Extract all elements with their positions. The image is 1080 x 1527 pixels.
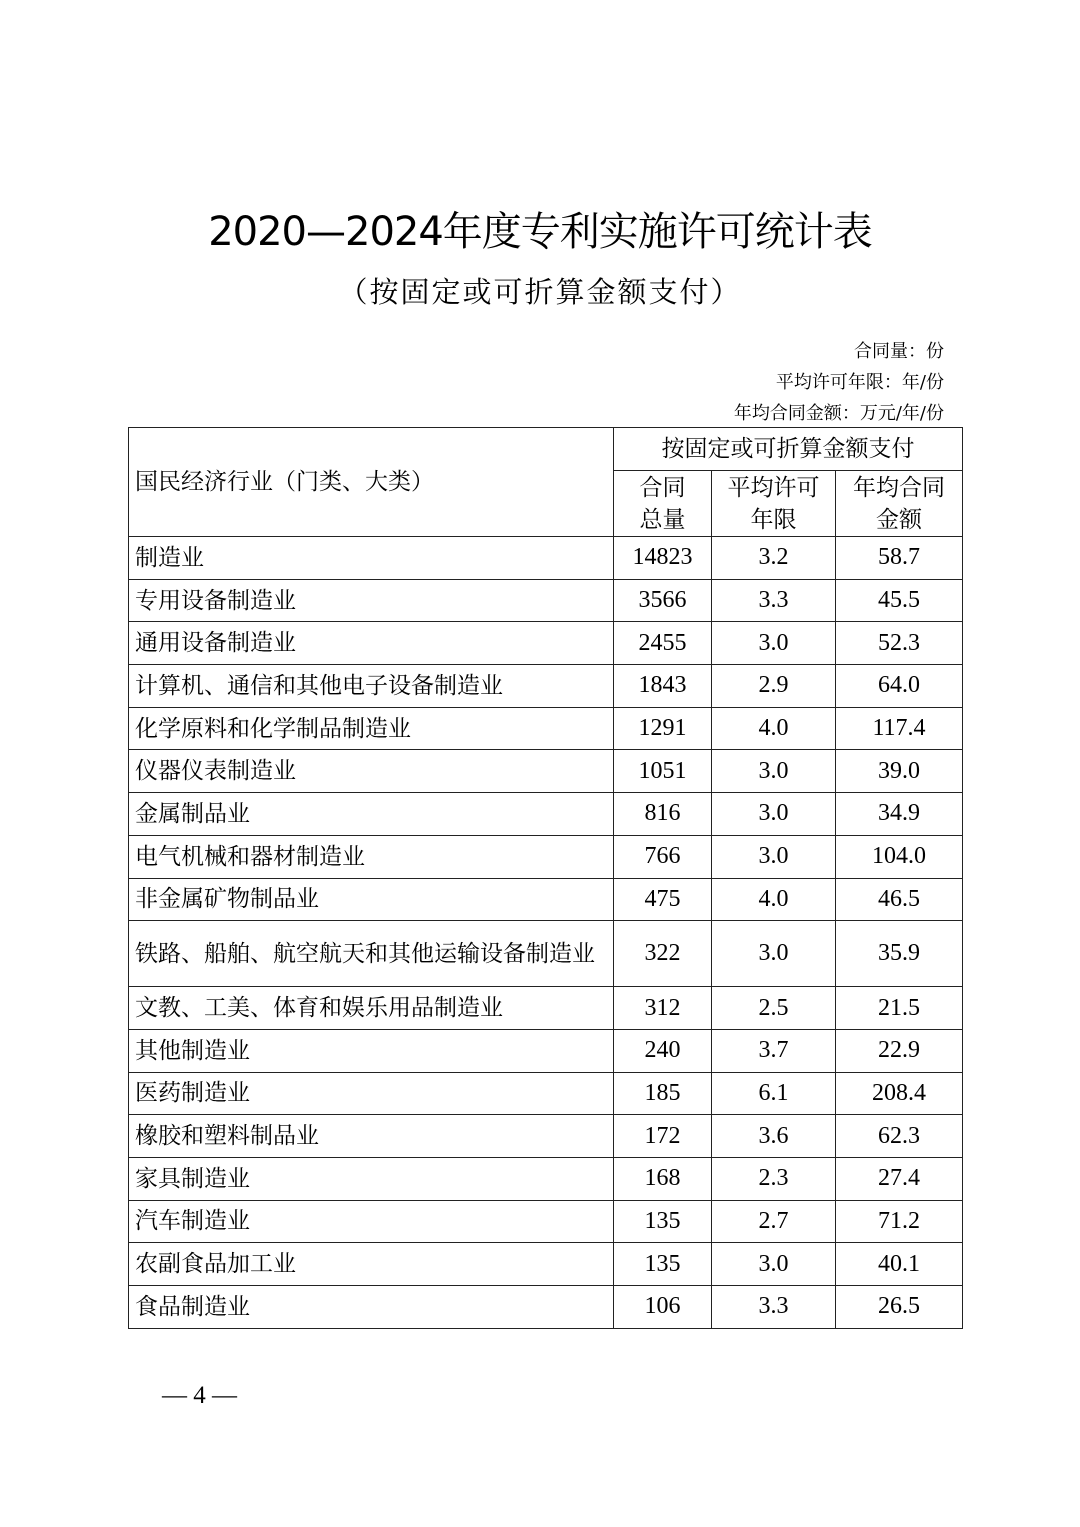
cell-avg-years: 3.3 <box>712 579 836 622</box>
cell-contracts: 1843 <box>614 665 712 708</box>
cell-annual-amount: 58.7 <box>836 537 963 580</box>
cell-avg-years: 2.5 <box>712 987 836 1030</box>
cell-contracts: 185 <box>614 1072 712 1115</box>
cell-contracts: 135 <box>614 1200 712 1243</box>
header-annual-amount-line2: 金额 <box>876 506 922 533</box>
cell-industry: 家具制造业 <box>129 1157 614 1200</box>
unit-note-contracts: 合同量：份 <box>854 341 944 362</box>
cell-annual-amount: 45.5 <box>836 579 963 622</box>
cell-industry: 仪器仪表制造业 <box>129 750 614 793</box>
cell-industry: 专用设备制造业 <box>129 579 614 622</box>
cell-industry: 橡胶和塑料制品业 <box>129 1115 614 1158</box>
cell-annual-amount: 117.4 <box>836 707 963 750</box>
cell-contracts: 312 <box>614 987 712 1030</box>
header-contracts-line2: 总量 <box>639 506 686 533</box>
cell-contracts: 1291 <box>614 707 712 750</box>
cell-industry: 制造业 <box>129 537 614 580</box>
unit-note-avg-years: 平均许可年限：年/份 <box>775 372 944 393</box>
cell-annual-amount: 39.0 <box>836 750 963 793</box>
cell-contracts: 2455 <box>614 622 712 665</box>
page-number: — 4 — <box>162 1382 237 1409</box>
header-group <box>614 428 963 471</box>
cell-avg-years: 3.0 <box>712 921 836 987</box>
cell-annual-amount: 208.4 <box>836 1072 963 1115</box>
cell-industry: 汽车制造业 <box>129 1200 614 1243</box>
header-contracts-line1: 合同 <box>639 474 686 501</box>
header-annual-amount <box>836 471 963 537</box>
table-row <box>129 793 963 836</box>
table-row <box>129 1243 963 1286</box>
header-avg-years-line1: 平均许可 <box>727 474 820 501</box>
table-row <box>129 707 963 750</box>
cell-avg-years: 3.2 <box>712 537 836 580</box>
cell-annual-amount: 62.3 <box>836 1115 963 1158</box>
table-row <box>129 750 963 793</box>
table-body <box>129 537 963 1329</box>
cell-annual-amount: 26.5 <box>836 1286 963 1329</box>
cell-annual-amount: 27.4 <box>836 1157 963 1200</box>
cell-avg-years: 3.0 <box>712 622 836 665</box>
header-industry <box>129 428 614 537</box>
header-annual-amount-line1: 年均合同 <box>853 474 945 501</box>
table-row <box>129 1029 963 1072</box>
table-row <box>129 537 963 580</box>
unit-note-annual-amount: 年均合同金额：万元/年/份 <box>733 403 944 424</box>
cell-avg-years: 4.0 <box>712 707 836 750</box>
cell-contracts: 766 <box>614 835 712 878</box>
cell-industry: 文教、工美、体育和娱乐用品制造业 <box>129 987 614 1030</box>
cell-contracts: 14823 <box>614 537 712 580</box>
cell-industry: 农副食品加工业 <box>129 1243 614 1286</box>
cell-annual-amount: 40.1 <box>836 1243 963 1286</box>
table-row <box>129 1157 963 1200</box>
cell-contracts: 1051 <box>614 750 712 793</box>
table-row <box>129 1072 963 1115</box>
table-row <box>129 1200 963 1243</box>
table-row <box>129 921 963 987</box>
header-group-label: 按固定或可折算金额支付 <box>661 436 915 462</box>
header-avg-years-line2: 年限 <box>750 506 797 533</box>
cell-contracts: 240 <box>614 1029 712 1072</box>
header-avg-years <box>712 471 836 537</box>
table-row <box>129 878 963 921</box>
cell-avg-years: 4.0 <box>712 878 836 921</box>
cell-avg-years: 3.6 <box>712 1115 836 1158</box>
table-row <box>129 622 963 665</box>
cell-industry: 化学原料和化学制品制造业 <box>129 707 614 750</box>
cell-annual-amount: 52.3 <box>836 622 963 665</box>
cell-industry: 铁路、船舶、航空航天和其他运输设备制造业 <box>129 921 614 987</box>
cell-avg-years: 2.3 <box>712 1157 836 1200</box>
cell-industry: 计算机、通信和其他电子设备制造业 <box>129 665 614 708</box>
cell-avg-years: 2.7 <box>712 1200 836 1243</box>
cell-industry: 医药制造业 <box>129 1072 614 1115</box>
cell-avg-years: 3.0 <box>712 793 836 836</box>
cell-avg-years: 6.1 <box>712 1072 836 1115</box>
cell-avg-years: 2.9 <box>712 665 836 708</box>
table-row <box>129 665 963 708</box>
cell-contracts: 106 <box>614 1286 712 1329</box>
cell-industry: 非金属矿物制品业 <box>129 878 614 921</box>
cell-annual-amount: 104.0 <box>836 835 963 878</box>
cell-industry: 食品制造业 <box>129 1286 614 1329</box>
cell-contracts: 3566 <box>614 579 712 622</box>
cell-annual-amount: 71.2 <box>836 1200 963 1243</box>
unit-notes <box>734 336 944 429</box>
cell-contracts: 322 <box>614 921 712 987</box>
cell-avg-years: 3.0 <box>712 835 836 878</box>
cell-industry: 通用设备制造业 <box>129 622 614 665</box>
cell-annual-amount: 22.9 <box>836 1029 963 1072</box>
header-industry-label: 国民经济行业（门类、大类） <box>135 469 434 495</box>
cell-avg-years: 3.0 <box>712 750 836 793</box>
cell-avg-years: 3.3 <box>712 1286 836 1329</box>
cell-annual-amount: 64.0 <box>836 665 963 708</box>
table-row <box>129 987 963 1030</box>
cell-contracts: 135 <box>614 1243 712 1286</box>
cell-annual-amount: 46.5 <box>836 878 963 921</box>
cell-avg-years: 3.7 <box>712 1029 836 1072</box>
cell-annual-amount: 34.9 <box>836 793 963 836</box>
cell-industry: 电气机械和器材制造业 <box>129 835 614 878</box>
table-row <box>129 835 963 878</box>
cell-contracts: 816 <box>614 793 712 836</box>
table-row <box>129 1115 963 1158</box>
page-subtitle: （按固定或可折算金额支付） <box>338 275 742 309</box>
cell-industry: 其他制造业 <box>129 1029 614 1072</box>
cell-contracts: 168 <box>614 1157 712 1200</box>
table-row <box>129 579 963 622</box>
cell-contracts: 172 <box>614 1115 712 1158</box>
header-contracts <box>614 471 712 537</box>
page-title: 2020—2024年度专利实施许可统计表 <box>208 209 872 255</box>
table-row <box>129 1286 963 1329</box>
cell-contracts: 475 <box>614 878 712 921</box>
cell-avg-years: 3.0 <box>712 1243 836 1286</box>
cell-industry: 金属制品业 <box>129 793 614 836</box>
patent-license-statistics-table <box>128 427 963 1329</box>
cell-annual-amount: 21.5 <box>836 987 963 1030</box>
cell-annual-amount: 35.9 <box>836 921 963 987</box>
